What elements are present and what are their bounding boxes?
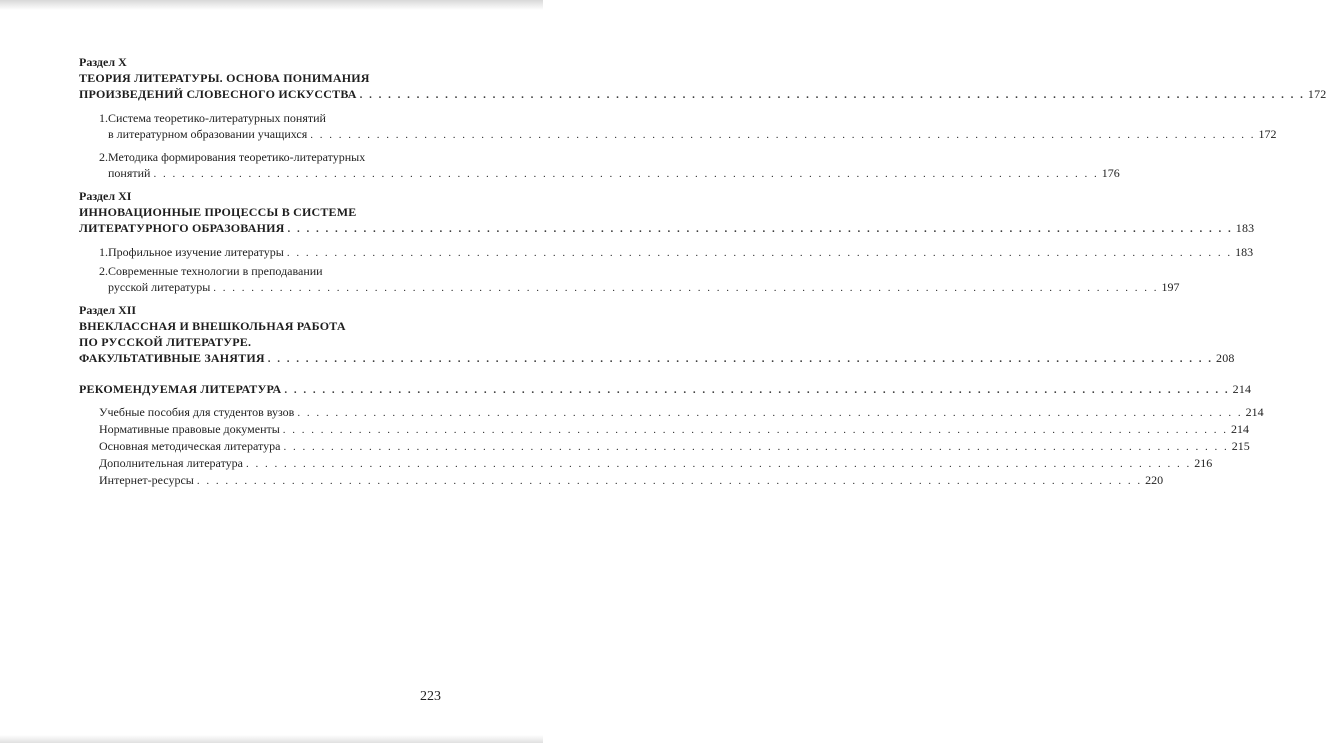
section-title-entry[interactable] [79, 86, 1327, 103]
item-text: Учебные пособия для студентов вузов [99, 405, 295, 419]
section-label: Раздел X [79, 55, 127, 69]
table-of-contents [79, 55, 1327, 496]
toc-section-x [79, 55, 1327, 182]
scan-shadow-top [0, 0, 543, 10]
item-text: Нормативные правовые документы [99, 422, 280, 436]
toc-item[interactable] [99, 455, 1213, 472]
section-title-line: ВНЕКЛАССНАЯ И ВНЕШКОЛЬНАЯ РАБОТА [79, 319, 346, 333]
leader-dots [197, 473, 1142, 489]
item-entry [108, 165, 1120, 182]
page-ref: 214 [1232, 382, 1252, 396]
item-entry [108, 244, 1253, 261]
page-number: 223 [420, 689, 441, 704]
page-ref: 172 [1258, 127, 1277, 141]
section-label: Раздел XI [79, 189, 132, 203]
leader-dots [310, 127, 1255, 143]
item-text: в литературном образовании учащихся [108, 127, 308, 141]
references-title-entry[interactable] [79, 381, 1252, 398]
item-text-line: Современные технологии в преподавании [108, 264, 323, 278]
leader-dots [284, 382, 1229, 398]
leader-dots [153, 166, 1098, 182]
leader-dots [246, 456, 1191, 472]
leader-dots [287, 245, 1232, 261]
item-entry [108, 126, 1277, 143]
leader-dots [360, 87, 1305, 103]
item-number: 1. [99, 111, 108, 125]
references-title: РЕКОМЕНДУЕМАЯ ЛИТЕРАТУРА [79, 382, 282, 396]
leader-dots [268, 351, 1213, 367]
toc-item[interactable] [99, 404, 1264, 421]
toc-item[interactable] [99, 110, 1277, 143]
item-entry [108, 279, 1180, 296]
leader-dots [213, 280, 1158, 296]
toc-item[interactable] [99, 421, 1250, 438]
item-text: Интернет-ресурсы [99, 473, 194, 487]
page-ref: 176 [1101, 166, 1120, 180]
page-ref: 197 [1161, 280, 1180, 294]
section-title-line: ПО РУССКОЙ ЛИТЕРАТУРЕ. [79, 335, 252, 349]
toc-section-xii [79, 303, 1235, 367]
references-items [79, 404, 1264, 489]
section-title-text: ЛИТЕРАТУРНОГО ОБРАЗОВАНИЯ [79, 221, 285, 235]
page-ref: 215 [1231, 439, 1250, 453]
scan-shadow-bottom [0, 735, 543, 743]
section-title-entry[interactable] [79, 220, 1255, 237]
section-title-entry[interactable] [79, 350, 1235, 367]
item-text: Дополнительная литература [99, 456, 243, 470]
leader-dots [288, 221, 1233, 237]
section-title-text: ПРОИЗВЕДЕНИЙ СЛОВЕСНОГО ИСКУССТВА [79, 87, 357, 101]
item-number: 2. [99, 150, 108, 164]
item-text-line: Методика формирования теоретико-литературных [108, 150, 366, 164]
page-ref: 172 [1307, 87, 1327, 101]
section-title-text: ФАКУЛЬТАТИВНЫЕ ЗАНЯТИЯ [79, 351, 265, 365]
leader-dots [297, 405, 1242, 421]
page-ref: 220 [1145, 473, 1164, 487]
toc-section-xi [79, 189, 1255, 296]
toc-item[interactable] [99, 244, 1254, 261]
toc-item[interactable] [99, 472, 1164, 489]
page-ref: 183 [1235, 245, 1254, 259]
page-ref: 214 [1231, 422, 1250, 436]
section-title-line: ИННОВАЦИОННЫЕ ПРОЦЕССЫ В СИСТЕМЕ [79, 205, 357, 219]
toc-item[interactable] [99, 149, 1120, 182]
toc-item[interactable] [99, 438, 1250, 455]
section-items [79, 244, 1254, 296]
item-number: 2. [99, 264, 108, 278]
leader-dots [283, 439, 1228, 455]
item-text-line: Система теоретико-литературных понятий [108, 111, 326, 125]
section-label: Раздел XII [79, 303, 137, 317]
toc-item[interactable] [99, 263, 1180, 296]
leader-dots [283, 422, 1228, 438]
item-text: Основная методическая литература [99, 439, 281, 453]
item-number: 1. [99, 245, 108, 259]
section-title-line: ТЕОРИЯ ЛИТЕРАТУРЫ. ОСНОВА ПОНИМАНИЯ [79, 71, 370, 85]
toc-references [79, 381, 1264, 489]
item-text: Профильное изучение литературы [108, 245, 284, 259]
section-items [79, 110, 1277, 182]
page-ref: 214 [1245, 405, 1264, 419]
item-text: русской литературы [108, 280, 211, 294]
page-ref: 183 [1235, 221, 1255, 235]
page-ref: 216 [1194, 456, 1213, 470]
page-ref: 208 [1216, 351, 1235, 365]
item-text: понятий [108, 166, 151, 180]
